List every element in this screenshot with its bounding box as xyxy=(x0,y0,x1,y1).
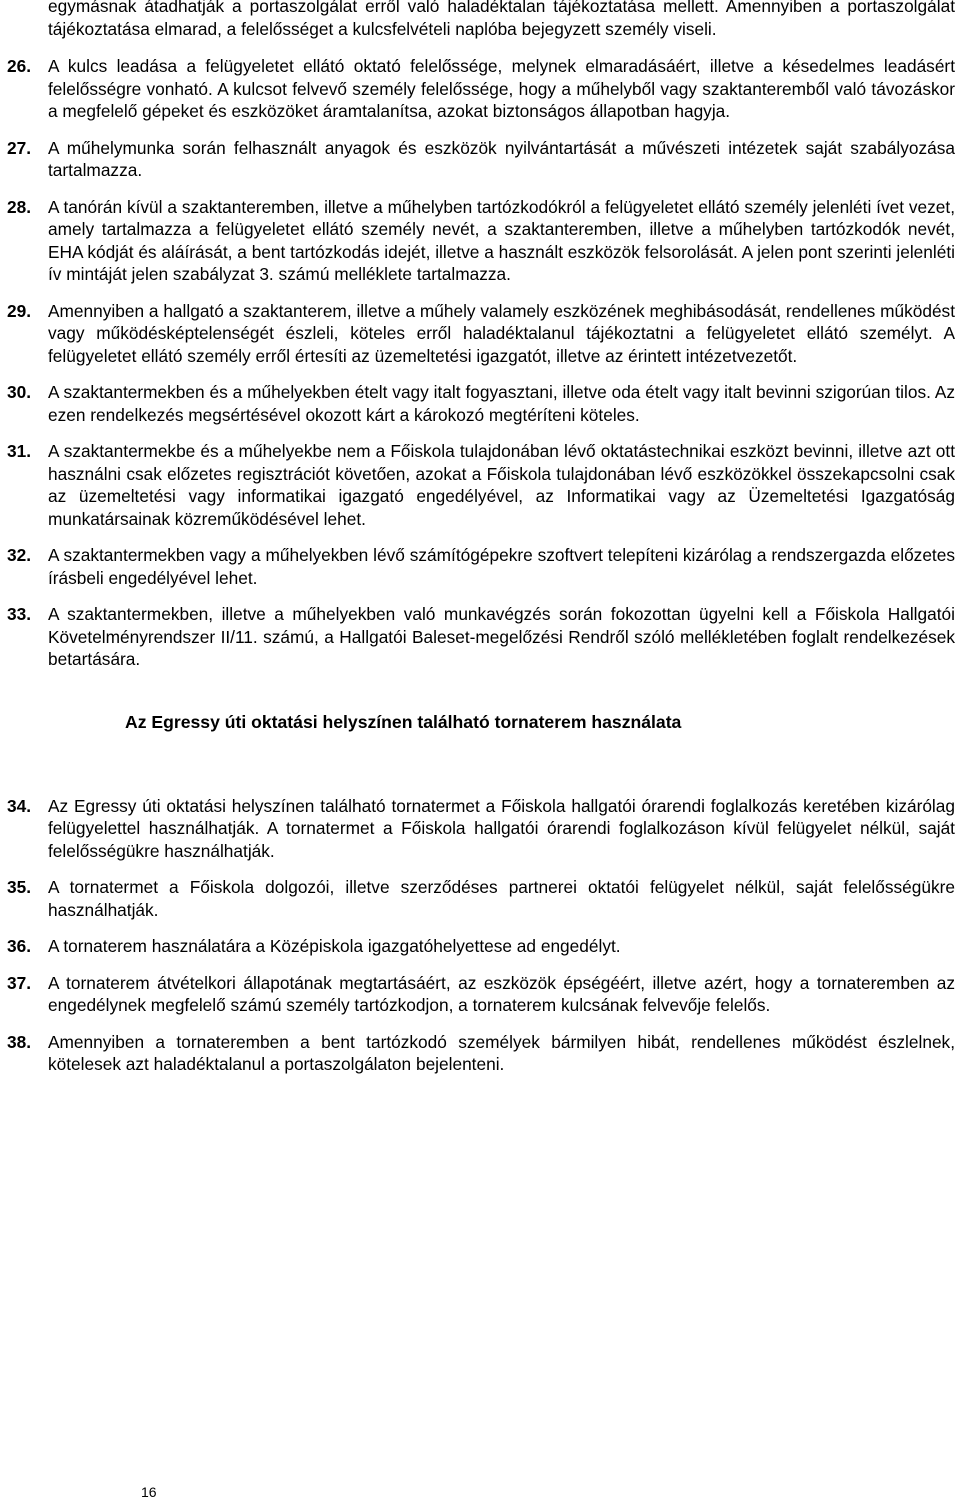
item-text: A szaktantermekbe és a műhelyekbe nem a Főiskola tulajdonában lévő oktatástechnikai eszközt bevinni, illetve azt ott használni csak előzetes regisztrációt követően, azokat a Főiskola tulajdonában lévő eszközökkel összekapcsolni csak az üzemeltetési vagy informatikai igazgató engedélyével, az Informatikai vagy az Üzemeltetési Igazgatóság munkatársainak közreműködésével lehet. xyxy=(48,441,955,529)
item-number: 27. xyxy=(7,137,32,158)
item-number: 30. xyxy=(7,382,32,402)
item-text: A szaktantermekben és a műhelyekben ételt vagy italt fogyasztani, illetve oda ételt vagy italt bevinni szigorúan tilos. Az ezen rendelkezés megsértésével okozott kárt a károkozó megtéríteni köteles. xyxy=(48,382,955,425)
item-number: 37. xyxy=(7,972,32,993)
intro-paragraph: egymásnak átadhatják a portaszolgálat erről való haladéktalan tájékoztatása mellett. Amennyiben a portaszolgálat tájékoztatása elmarad, a felelősséget a kulcsfelvételi naplóba bejegyzett személy viseli. xyxy=(48,0,955,39)
item-number: 38. xyxy=(7,1031,32,1052)
item-text: A szaktantermekben vagy a műhelyekben lévő számítógépekre szoftvert telepíteni kizárólag a rendszergazda előzetes írásbeli engedélyével lehet. xyxy=(48,545,955,588)
item-text: A tornatermet a Főiskola dolgozói, illetve szerződéses partnerei oktatói felügyelet nélkül, saját felelősségükre használhatják. xyxy=(48,877,955,920)
item-text: Amennyiben a tornateremben a bent tartózkodó személyek bármilyen hibát, rendellenes működést észlelnek, kötelesek azt haladéktalanul a portaszolgálaton bejelenteni. xyxy=(48,1031,955,1074)
list-item-36 xyxy=(7,935,955,958)
item-text: A kulcs leadása a felügyeletet ellátó oktató felelőssége, melynek elmaradásáért, illetve a késedelmes leadásért felelősségre vonható. A kulcsot felvevő személy felelőssége, hogy a műhelyből vagy szaktanteremből való távozáskor a megfelelő gépeket és eszközöket áramtalanítsa, azokat biztonságos állapotban hagyja. xyxy=(48,56,955,121)
page-number: 16 xyxy=(141,1484,157,1500)
list-item-38 xyxy=(7,1031,955,1076)
list-item-27 xyxy=(7,137,955,182)
item-number: 32. xyxy=(7,545,32,565)
list-item-30 xyxy=(7,381,955,426)
list-item-34 xyxy=(7,795,955,863)
item-text: A tanórán kívül a szaktanteremben, illetve a műhelyben tartózkodókról a felügyeletet ellátó személy jelenléti ívet vezet, amely tartalmazza a felügyeletet ellátó személy nevét, a szaktanteremben, illetve a műhelyben tartózkodók nevét, EHA kódját és aláírását, a bent tartózkodás idejét, illetve a használt eszközök felsorolását. A jelen pont szerinti jelenléti ív mintáját jelen szabályzat 3. számú melléklete tartalmazza. xyxy=(48,196,955,284)
item-text: Az Egressy úti oktatási helyszínen található tornatermet a Főiskola hallgatói órarendi foglalkozás keretében kizárólag felügyelettel használhatják. A tornatermet a Főiskola hallgatói órarendi foglalkozáson kívül felügyelet nélkül, saját felelősségükre használhatják. xyxy=(48,795,955,861)
list-item-29 xyxy=(7,300,955,368)
item-number: 34. xyxy=(7,795,32,816)
list-item-37 xyxy=(7,972,955,1017)
list-item-31 xyxy=(7,440,955,530)
item-text: Amennyiben a hallgató a szaktanterem, illetve a műhely valamely eszközének meghibásodását, rendellenes működést vagy működésképtelenségét észleli, köteles erről haladéktalanul tájékoztatni a felügyeletet ellátó személyt. A felügyeletet ellátó személy erről értesíti az üzemeltetési igazgatót, illetve az érintett intézetvezetőt. xyxy=(48,300,955,366)
section-heading: Az Egressy úti oktatási helyszínen található tornaterem használata xyxy=(125,711,682,732)
list-item-28 xyxy=(7,196,955,286)
item-number: 28. xyxy=(7,196,32,217)
item-text: A tornaterem használatára a Középiskola igazgatóhelyettese ad engedélyt. xyxy=(48,936,621,956)
list-item-26 xyxy=(7,55,955,123)
page-content xyxy=(7,0,955,1090)
list-item-35 xyxy=(7,876,955,921)
item-text: A szaktantermekben, illetve a műhelyekben való munkavégzés során fokozottan ügyelni kell a Főiskola Hallgatói Követelményrendszer II/11. számú, a Hallgatói Baleset-megelőzési Rendről szóló mellékletében foglalt rendelkezések betartására. xyxy=(48,604,955,669)
list-item-33 xyxy=(7,603,955,671)
item-text: A tornaterem átvételkori állapotának megtartásáért, az eszközök épségéért, illetve azért, hogy a tornateremben az engedélynek megfelelő számú személy tartózkodjon, a tornaterem kulcsának felvevője felelős. xyxy=(48,972,955,1015)
list-item-32 xyxy=(7,544,955,589)
item-number: 29. xyxy=(7,300,32,321)
item-number: 26. xyxy=(7,56,32,76)
item-text: A műhelymunka során felhasznált anyagok és eszközök nyilvántartását a művészeti intézetek saját szabályozása tartalmazza. xyxy=(48,137,955,180)
item-number: 33. xyxy=(7,604,32,624)
item-number: 36. xyxy=(7,936,32,956)
item-number: 31. xyxy=(7,441,32,461)
item-number: 35. xyxy=(7,877,32,897)
